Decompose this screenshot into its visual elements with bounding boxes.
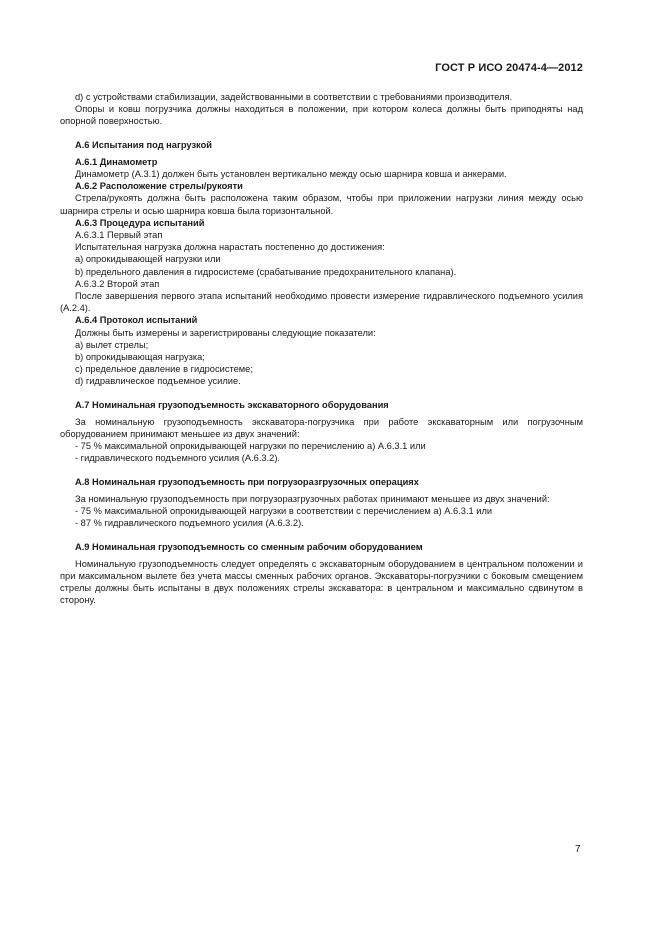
- list-item: - 75 % максимальной опрокидывающей нагрузки в соответствии с перечислением а) А.6.3.1 или: [75, 506, 493, 517]
- subsection-heading: А.6.2 Расположение стрелы/рукояти: [75, 181, 243, 192]
- list-item: с) предельное давление в гидросистеме;: [75, 364, 253, 375]
- list-item: - 87 % гидравлического подъемного усилия (А.6.3.2).: [75, 518, 304, 529]
- paragraph: Номинальную грузоподъемность следует определять с экскаваторным оборудованием в центральном положении и при максимальном вылете без учета массы сменных рабочих органов. Экскаваторы-погрузчики с боковым смещением стрелы должны быть испытаны в двух положениях стрелы экскаватора: в центральном и максимально сдвинутом в сторону.: [60, 558, 583, 606]
- paragraph: Должны быть измерены и зарегистрированы следующие показатели:: [75, 327, 376, 338]
- paragraph: d) с устройствами стабилизации, задействованными в соответствии с требованиями производителя.: [75, 92, 513, 102]
- section-heading-a6: А.6 Испытания под нагрузкой: [75, 139, 212, 150]
- paragraph: Динамометр (А.3.1) должен быть установлен вертикально между осью шарнира ковша и анкерами.: [75, 169, 507, 180]
- clause-label: А.6.3.1 Первый этап: [75, 230, 163, 241]
- clause-label: А.6.3.2 Второй этап: [75, 278, 160, 289]
- subsection-heading: А.6.3 Процедура испытаний: [75, 217, 205, 228]
- list-item: а) вылет стрелы;: [75, 339, 149, 350]
- paragraph: Стрела/рукоять должна быть расположена таким образом, чтобы при приложении нагрузки линия между осью шарнира стрелы и осью шарнира ковша была горизонтальной.: [60, 193, 583, 216]
- section-heading-a9: А.9 Номинальная грузоподъемность со сменным рабочим оборудованием: [75, 541, 423, 552]
- list-item: b) опрокидывающая нагрузка;: [75, 352, 205, 363]
- paragraph: За номинальную грузоподъемность при погрузоразгрузочных работах принимают меньшее из двух значений:: [75, 493, 550, 504]
- list-item: а) опрокидывающей нагрузки или: [75, 254, 221, 265]
- list-item: b) предельного давления в гидросистеме (срабатывание предохранительного клапана).: [75, 266, 457, 277]
- section-heading-a8: А.8 Номинальная грузоподъемность при погрузоразгрузочных операциях: [75, 476, 419, 487]
- standard-code: ГОСТ Р ИСО 20474-4—2012: [435, 62, 583, 74]
- paragraph: После завершения первого этапа испытаний необходимо провести измерение гидравлического подъемного усилия (А.2.4).: [60, 291, 583, 314]
- paragraph: За номинальную грузоподъемность экскаватора-погрузчика при работе экскаваторным или погрузочным оборудованием принимают меньшее из двух значений:: [60, 416, 583, 440]
- page-content: [60, 91, 583, 607]
- paragraph: Опоры и ковш погрузчика должны находиться в положении, при котором колеса должны быть приподняты над опорной поверхностью.: [60, 104, 583, 127]
- list-item: - гидравлического подъемного усилия (А.6.3.2).: [75, 453, 281, 464]
- page-number: 7: [575, 844, 581, 855]
- list-item: - 75 % максимальной опрокидывающей нагрузки по перечислению а) А.6.3.1 или: [75, 441, 426, 452]
- paragraph: Испытательная нагрузка должна нарастать постепенно до достижения:: [75, 242, 385, 253]
- section-heading-a7: А.7 Номинальная грузоподъемность экскаваторного оборудования: [75, 399, 389, 410]
- subsection-heading: А.6.1 Динамометр: [75, 156, 158, 167]
- list-item: d) гидравлическое подъемное усилие.: [75, 376, 241, 387]
- subsection-heading: А.6.4 Протокол испытаний: [75, 315, 198, 326]
